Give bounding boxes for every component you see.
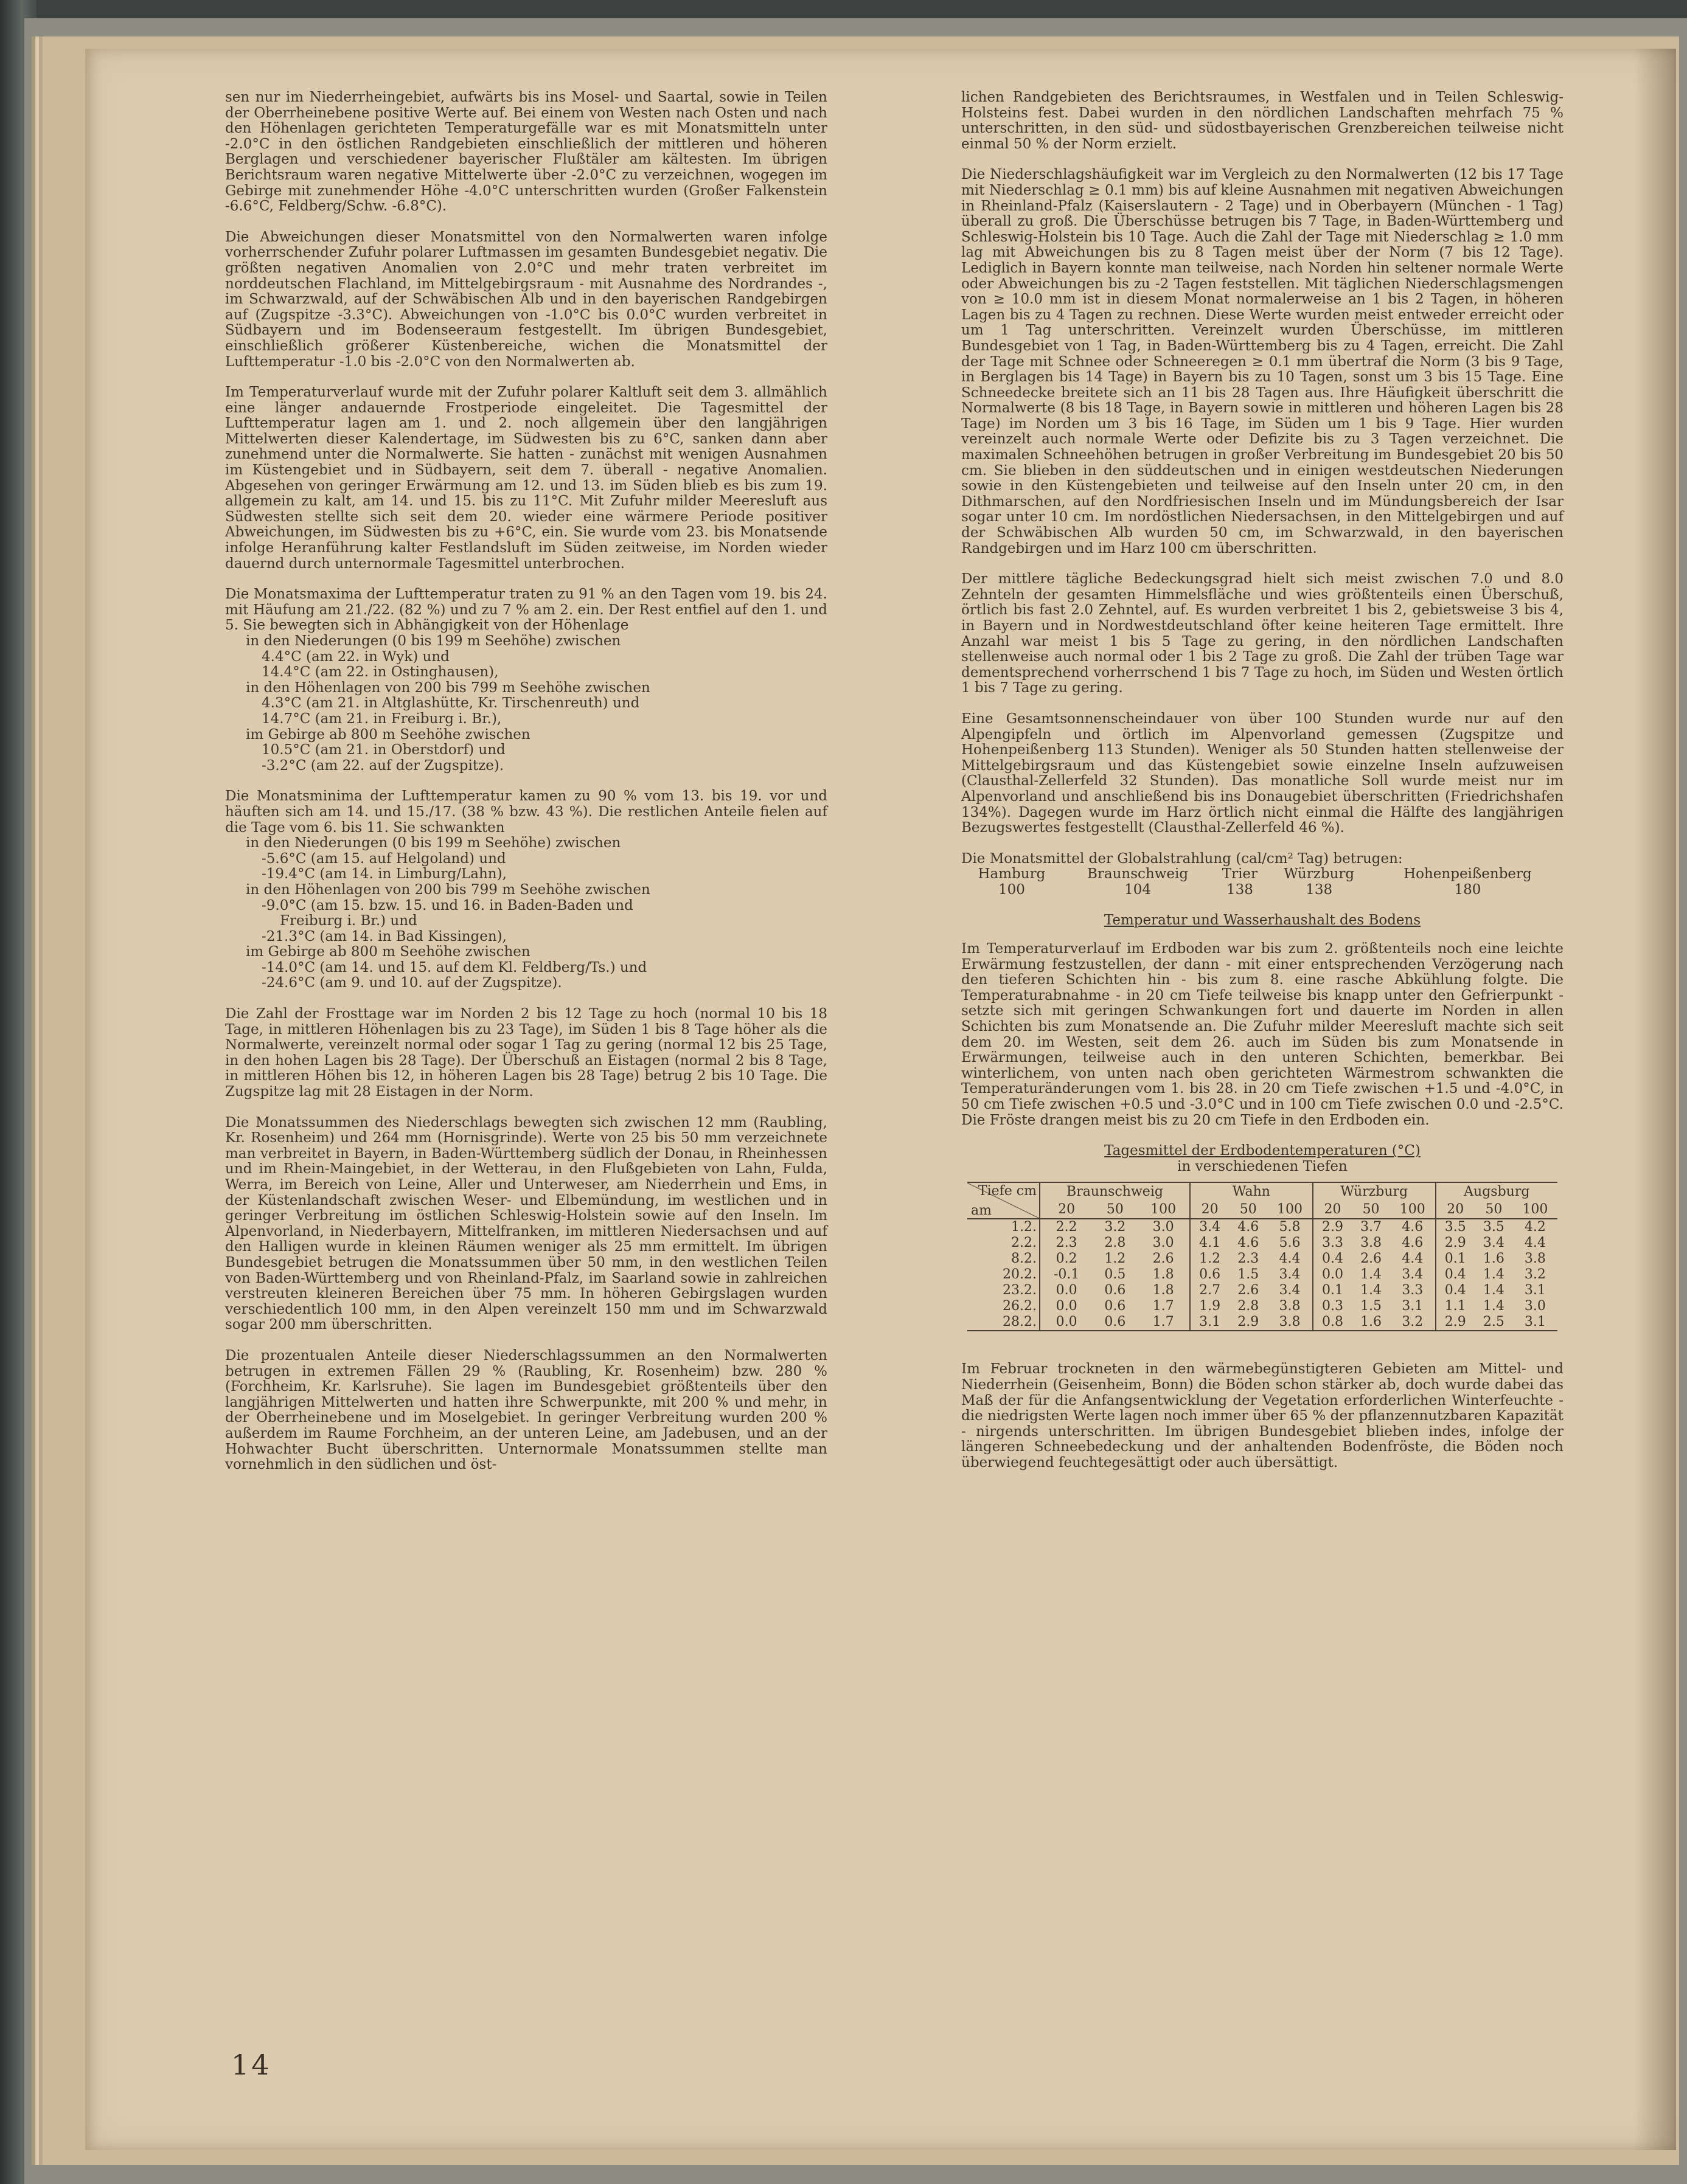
table-cell: 4.4 [1524,1235,1546,1251]
list-line: -21.3°C (am 14. in Bad Kissingen), [262,928,507,945]
table-cell: 5.8 [1279,1219,1301,1235]
table-cell: 2.2 [1040,1219,1093,1235]
table-cell: 0.6 [1104,1314,1126,1330]
list-line: in den Niederungen (0 bis 199 m Seehöhe) zwischen [246,633,621,649]
corner-label-date: am [971,1203,992,1219]
table-cell: 2.9 [1313,1219,1352,1235]
paragraph: Die Monatsmaxima der Lufttemperatur traten zu 91 % an den Tagen vom 19. bis 24. mit Häufung am 21./22. (82 %) und zu 7 % am 2. ein. Der Rest entfiel auf den 1. und 5. Sie bewegten sich in Abhängigkeit von der Höhenlage [225,586,827,634]
list-line: 4.4°C (am 22. in Wyk) und [262,648,450,665]
row-date: 2.2. [1011,1235,1037,1251]
table-cell: 0.1 [1436,1251,1475,1267]
row-date: 26.2. [1003,1298,1037,1314]
table-cell: 3.8 [1360,1235,1382,1251]
table-cell: 0.6 [1104,1283,1126,1298]
table-cell: 3.1 [1524,1314,1546,1330]
table-cell: 3.4 [1279,1283,1301,1298]
row-date: 8.2. [1011,1251,1037,1267]
soil-temperature-table [967,1182,1557,1331]
table-row [967,1298,1557,1314]
soil-caption-line-2: in verschiedenen Tiefen [1177,1158,1348,1174]
depth-header: 50 [1362,1201,1380,1217]
maxima-list [225,634,827,774]
table-cell: 4.2 [1524,1219,1546,1235]
list-line: im Gebirge ab 800 m Seehöhe zwischen [246,726,530,743]
depth-header: 100 [1150,1201,1177,1217]
list-line: in den Höhenlagen von 200 bis 799 m Seehöhe zwischen [246,679,650,696]
station-header: Augsburg [1436,1182,1557,1201]
soil-table-caption [961,1143,1564,1174]
paragraph: Die Monatsminima der Lufttemperatur kamen zu 90 % vom 13. bis 19. vor und häuften sich am 14. und 15./17. (38 % bzw. 43 %). Die restlichen Anteile fielen auf die Tage vom 6. bis 11. Sie schwankten [225,788,827,836]
table-cell: 0.0 [1040,1283,1093,1298]
table-cell: 0.5 [1104,1267,1126,1283]
list-line: 14.7°C (am 21. in Freiburg i. Br.), [262,710,502,727]
table-cell: 3.2 [1402,1314,1424,1330]
table-cell: 1.4 [1483,1298,1504,1314]
table-cell: 3.1 [1524,1283,1546,1298]
table-cell: 0.2 [1040,1251,1093,1267]
table-cell: 2.9 [1436,1235,1475,1251]
list-line: 10.5°C (am 21. in Oberstdorf) und [262,742,506,758]
table-cell: 3.0 [1524,1298,1546,1314]
station-header: Braunschweig [1040,1182,1190,1201]
table-cell: 1.6 [1360,1314,1382,1330]
table-cell: 3.5 [1436,1219,1475,1235]
table-cell: 3.8 [1279,1314,1301,1330]
table-cell: 2.6 [1152,1251,1174,1267]
table-cell: 3.4 [1190,1219,1229,1235]
right-text-column [961,90,1564,1486]
left-text-column [225,90,827,1488]
table-cell: 2.8 [1237,1298,1259,1314]
table-cell: 1.8 [1152,1267,1174,1283]
table-cell: 2.6 [1360,1251,1382,1267]
page-gutter-shadow [1633,49,1676,2150]
station-name: Braunschweig [1087,866,1189,882]
depth-header: 20 [1436,1201,1475,1219]
list-line: -24.6°C (am 9. und 10. auf der Zugspitze). [262,975,562,991]
depth-header: 100 [1276,1201,1303,1217]
table-cell: 0.0 [1313,1267,1352,1283]
radiation-intro: Die Monatsmittel der Globalstrahlung (cal/cm² Tag) betrugen: [961,850,1403,867]
corner-label-depth: Tiefe cm [978,1184,1037,1199]
table-cell: 1.4 [1360,1267,1382,1283]
table-cell: 0.4 [1313,1251,1352,1267]
table-cell: 1.4 [1360,1283,1382,1298]
paragraph: Die prozentualen Anteile dieser Niederschlagssummen an den Normalwerten betrugen in extremen Fällen 29 % (Raubling, Kr. Rosenheim) bzw. 280 % (Forchheim, Kr. Karlsruhe). Sie lagen im Bundesgebiet größtenteils über den langjährigen Mittelwerten und hatten ihre Schwerpunkte, mit 200 % und mehr, in der Oberrheinebene und im Moselgebiet. In geringer Verbreitung wurden 200 % außerdem im Raume Forchheim, an der unteren Leine, am Jadebusen, und an der Hohwachter Bucht überschritten. Unternormale Monatssummen stellte man vornehmlich in den südlichen und öst- [225,1347,827,1473]
radiation-value: 138 [1306,881,1333,898]
depth-header: 50 [1106,1201,1124,1217]
list-line: in den Niederungen (0 bis 199 m Seehöhe) zwischen [246,835,621,851]
depth-header-row [967,1201,1557,1219]
table-cell: 3.5 [1483,1219,1504,1235]
table-cell: 3.4 [1402,1267,1424,1283]
station-header: Wahn [1190,1182,1313,1201]
table-cell: 1.6 [1483,1251,1504,1267]
depth-header: 50 [1485,1201,1503,1217]
row-date: 28.2. [1003,1314,1037,1330]
soil-caption-line-1: Tagesmittel der Erdbodentemperaturen (°C) [1104,1143,1421,1159]
table-cell: 1.4 [1483,1283,1504,1298]
table-cell: 4.4 [1279,1251,1301,1267]
table-cell: 1.9 [1190,1298,1229,1314]
list-line: -19.4°C (am 14. in Limburg/Lahn), [262,866,507,882]
table-cell: 3.7 [1360,1219,1382,1235]
list-line: -9.0°C (am 15. bzw. 15. und 16. in Baden-Baden und [262,897,633,913]
list-line: -14.0°C (am 14. und 15. auf dem Kl. Feldberg/Ts.) und [262,959,647,976]
depth-header: 100 [1522,1201,1548,1217]
table-cell: 3.2 [1104,1219,1126,1235]
table-cell: 3.2 [1524,1267,1546,1283]
table-cell: 1.1 [1436,1298,1475,1314]
table-cell: 4.6 [1237,1219,1259,1235]
station-header: Würzburg [1313,1182,1436,1201]
table-cell: 2.9 [1237,1314,1259,1330]
depth-header: 20 [1313,1201,1352,1219]
table-cell: 0.4 [1436,1283,1475,1298]
table-row [967,1235,1557,1251]
table-cell: 0.0 [1040,1314,1093,1331]
table-row [967,1314,1557,1331]
table-row [967,1283,1557,1298]
paragraph: Die Abweichungen dieser Monatsmittel von den Normalwerten waren infolge vorherrschender Zufuhr polarer Luftmassen im gesamten Bundesgebiet negativ. Die größten negativen Anomalien von 2.0°C und mehr traten verbreitet im norddeutschen Flachland, im Mittelgebirgsraum - mit Ausnahme des Nordrandes -, im Schwarzwald, auf der Schwäbischen Alb und in den bayerischen Randgebirgen auf (Zugspitze -3.3°C). Abweichungen von -1.0°C bis 0.0°C wurden verbreitet in Südbayern und im Bodenseeraum festgestellt. Im übrigen Bundesgebiet, einschließlich größerer Küstenbereiche, wichen die Monatsmittel der Lufttemperatur -1.0 bis -2.0°C von den Normalwerten ab. [225,229,827,370]
table-cell: 1.7 [1152,1298,1174,1314]
paragraph: Die Zahl der Frosttage war im Norden 2 bis 12 Tage zu hoch (normal 10 bis 18 Tage, in mittleren Höhenlagen bis zu 23 Tage), im Süden 1 bis 8 Tage höher als die Normalwerte, vereinzelt normal oder sogar 1 Tag zu gering (normal 12 bis 25 Tage, in den hohen Lagen bis 28 Tage). Der Überschuß an Eistagen (normal 2 bis 8 Tage, in mittleren Höhen bis 12, in höheren Lagen bis 28 Tage) betrug 2 bis 10 Tage. Die Zugspitze lag mit 28 Eistagen in der Norm. [225,1006,827,1100]
table-cell: 2.7 [1190,1283,1229,1298]
table-cell: 2.5 [1483,1314,1504,1330]
table-cell: 1.7 [1152,1314,1174,1330]
table-cell: 3.4 [1279,1267,1301,1283]
table-cell: 3.3 [1402,1283,1424,1298]
radiation-value: 100 [998,881,1025,898]
table-cell: 0.1 [1313,1283,1352,1298]
table-cell: 0.3 [1313,1298,1352,1314]
table-cell: 5.6 [1279,1235,1301,1251]
list-line: 4.3°C (am 21. in Altglashütte, Kr. Tirschenreuth) und [262,695,640,712]
paragraph: Die Niederschlagshäufigkeit war im Vergleich zu den Normalwerten (12 bis 17 Tage mit Niederschlag ≥ 0.1 mm) bis auf kleine Ausnahmen mit negativen Abweichungen in Rheinland-Pfalz (Kaiserslautern - 2 Tage) und in Oberbayern (München - 1 Tag) überall zu groß. Die Überschüsse betrugen bis 7 Tage, in Baden-Württemberg und Schleswig-Holstein bis 10 Tage. Auch die Zahl der Tage mit Niederschlag ≥ 1.0 mm lag mit Abweichungen bis zu 8 Tagen meist über der Norm (7 bis 12 Tage). Lediglich in Bayern konnte man teilweise, nach Norden hin seltener normale Werte oder Abweichungen bis zu -2 Tagen feststellen. Mit täglichen Niederschlagsmengen von ≥ 10.0 mm ist in diesem Monat normalerweise an 1 bis 2 Tagen, in höheren Lagen bis zu 4 Tagen zu rechnen. Diese Werte wurden meist entweder erreicht oder um 1 Tag unterschritten. Vereinzelt wurden Überschüsse, im mittleren Bundesgebiet von 1 Tag, in Baden-Württemberg bis zu 4 Tagen, erreicht. Die Zahl der Tage mit Schnee oder Schneeregen ≥ 0.1 mm übertraf die Norm (3 bis 9 Tage, in Berglagen bis 14 Tage) in Bayern bis zu 10 Tagen, sonst um 3 bis 15 Tage. Eine Schneedecke breitete sich an 11 bis 28 Tagen aus. Ihre Häufigkeit überschritt die Normalwerte (8 bis 18 Tage, in Bayern sowie in mittleren und höheren Lagen bis 28 Tage) im Norden um 3 bis 16 Tage, im Süden um 1 bis 9 Tage. Hier wurden vereinzelt auch normale Werte oder Defizite bis zu 3 Tagen verzeichnet. Die maximalen Schneehöhen betrugen in großer Verbreitung im Bundesgebiet 20 bis 50 cm. Sie blieben in den süddeutschen und in einigen westdeutschen Niederungen sowie in den Küstengebieten und teilweise auf den Inseln unter 20 cm, in den Dithmarschen, auf den Nordfriesischen Inseln und im Mündungsbereich der Isar sogar unter 10 cm. Im nordöstlichen Niedersachsen, in den Mittelgebirgen und auf der Schwäbischen Alb wurden 50 cm, im Schwarzwald, in den bayerischen Randgebirgen und im Harz 100 cm überschritten. [961,167,1564,556]
depth-header: 100 [1399,1201,1425,1217]
table-cell: 0.4 [1436,1267,1475,1283]
table-row [967,1267,1557,1283]
table-cell: 1.5 [1237,1267,1259,1283]
table-cell: 3.3 [1313,1235,1352,1251]
table-cell: 3.1 [1190,1314,1229,1331]
radiation-table [961,867,1564,898]
table-cell: 2.9 [1436,1314,1475,1331]
paragraph: Der mittlere tägliche Bedeckungsgrad hielt sich meist zwischen 7.0 und 8.0 Zehnteln der gesamten Himmelsfläche und wies größtenteils einen Überschuß, örtlich bis fast 2.0 Zehntel, auf. Es wurden verbreitet 1 bis 2, gebietsweise 3 bis 4, in Bayern und in Nordwestdeutschland öfter keine heiteren Tage ermittelt. Ihre Anzahl war meist 1 bis 5 Tage zu gering, in den nördlichen Landschaften stellenweise auch normal oder 1 bis 2 Tage zu groß. Die Zahl der trüben Tage war dementsprechend vorherrschend 1 bis 7 Tage zu hoch, im Süden und Westen örtlich 1 bis 7 Tage zu gering. [961,571,1564,696]
radiation-value: 138 [1226,881,1253,898]
paragraph: Im Temperaturverlauf wurde mit der Zufuhr polarer Kaltluft seit dem 3. allmählich eine länger andauernde Frostperiode eingeleitet. Die Tagesmittel der Lufttemperatur lagen am 1. und 2. noch allgemein über den langjährigen Mittelwerten dieser Kalendertage, im Südwesten bis zu 6°C, sanken dann aber zunehmend unter die Normalwerte. Sie hatten - zunächst mit wenigen Ausnahmen im Küstengebiet und in Südbayern, seit dem 7. überall - negative Anomalien. Abgesehen von geringer Erwärmung am 12. und 13. im Süden blieb es bis zum 19. allgemein zu kalt, am 14. und 15. bis zu 11°C. Mit Zufuhr milder Meeresluft aus Südwesten stellte sich seit dem 20. wieder eine wärmere Periode positiver Abweichungen, im Südwesten bis zu +6°C, ein. Sie wurde vom 23. bis Monatsende infolge Heranführung kalter Festlandsluft im Süden zeitweise, im Norden wieder dauernd durch unternormale Tagesmittel unterbrochen. [225,384,827,572]
table-cell: 0.8 [1313,1314,1352,1331]
table-cell: 1.4 [1483,1267,1504,1283]
row-date: 20.2. [1003,1267,1037,1283]
depth-header: 50 [1239,1201,1257,1217]
table-cell: 4.6 [1402,1235,1424,1251]
row-date: 23.2. [1003,1283,1037,1298]
table-cell: 3.1 [1402,1298,1424,1314]
section-heading: Temperatur und Wasserhaushalt des Bodens [1104,912,1421,928]
station-name: Hamburg [978,866,1046,882]
paragraph: Die Monatssummen des Niederschlags bewegten sich zwischen 12 mm (Raubling, Kr. Rosenheim) und 264 mm (Hornisgrinde). Werte von 25 bis 50 mm verzeichnete man verbreitet in Bayern, in Baden-Württemberg südlich der Donau, in Rheinhessen und im Rhein-Maingebiet, in der Wetterau, in den Flußgebieten von Lahn, Fulda, Werra, im Bereich von Leine, Aller und Unterweser, am Niederrhein und Ems, in der Küstenlandschaft zwischen Weser- und Elbemündung, im westlichen und in geringer Verbreitung im östlichen Schleswig-Holstein sowie auf den Inseln. Im Alpenvorland, in Niederbayern, Mittelfranken, im mittleren Niedersachsen und auf den Halligen wurde in kleinen Räumen weniger als 25 mm ermittelt. Im übrigen Bundesgebiet betrugen die Monatssummen über 50 mm, in den westlichen Teilen von Baden-Württemberg und von Rheinland-Pfalz, im Saarland sowie in zahlreichen verstreuten kleineren Bereichen über 75 mm. In höheren Gebirgslagen wurden verschiedentlich 100 mm, in den Alpen vereinzelt 150 mm und im Schwarzwald sogar 200 mm überschritten. [225,1114,827,1333]
paragraph: Eine Gesamtsonnenscheindauer von über 100 Stunden wurde nur auf den Alpengipfeln und örtlich im Alpenvorland gemessen (Zugspitze und Hohenpeißenberg 113 Stunden). Weniger als 50 Stunden hatten stellenweise der Mittelgebirgsraum und das Küstengebiet sowie einzelne Inseln aufzuweisen (Clausthal-Zellerfeld 32 Stunden). Das monatliche Soll wurde meist nur im Alpenvorland und anschließend bis ins Donaugebiet überschritten (Friedrichshafen 134%). Dagegen wurde im Harz örtlich nicht einmal die Hälfte des langjährigen Bezugswertes festgestellt (Clausthal-Zellerfeld 46 %). [961,710,1564,836]
table-cell: 2.6 [1237,1283,1259,1298]
table-cell: 1.2 [1190,1251,1229,1267]
table-row [967,1219,1557,1235]
radiation-value: 104 [1124,881,1151,898]
station-name: Hohenpeißenberg [1404,866,1532,882]
table-cell: 0.6 [1104,1298,1126,1314]
depth-header: 20 [1040,1201,1093,1219]
table-cell: 3.0 [1152,1235,1174,1251]
table-cell: 4.6 [1402,1219,1424,1235]
row-date: 1.2. [1011,1219,1037,1235]
table-cell: 4.4 [1402,1251,1424,1267]
paragraph: lichen Randgebieten des Berichtsraumes, in Westfalen und in Teilen Schleswig-Holsteins fest. Dabei wurden in den nördlichen Landschaften mehrfach 75 % unterschritten, in den süd- und südostbayerischen Grenzbereichen teilweise nicht einmal 50 % der Norm erzielt. [961,89,1564,152]
list-line: -5.6°C (am 15. auf Helgoland) und [262,850,506,867]
list-line: im Gebirge ab 800 m Seehöhe zwischen [246,944,530,960]
station-name: Würzburg [1284,866,1355,882]
table-cell: 3.4 [1483,1235,1504,1251]
table-cell: 1.8 [1152,1283,1174,1298]
radiation-stations-row [961,867,1564,882]
table-cell: 3.8 [1279,1298,1301,1314]
table-cell: 2.3 [1237,1251,1259,1267]
table-cell: 3.0 [1152,1219,1174,1235]
table-cell: -0.1 [1040,1267,1093,1283]
station-name: Trier [1222,866,1258,882]
page-number: 14 [231,2048,272,2081]
table-row [967,1251,1557,1267]
paragraph: Im Februar trockneten in den wärmebegünstigteren Gebieten am Mittel- und Niederrhein (Geisenheim, Bonn) die Böden schon stärker ab, doch wurde dabei das Maß der für die Anfangsentwicklung der Vegetation erforderlichen Winterfeuchte - die niedrigsten Werte lagen noch immer über 65 % der pflanzennutzbaren Kapazität - nirgends unterschritten. Im übrigen Bundesgebiet blieben indes, infolge der längeren Schneebedeckung und der anhaltenden Bodenfröste, die Böden noch überwiegend feuchtegesättigt oder auch übersättigt. [961,1361,1564,1471]
table-cell: 4.6 [1237,1235,1259,1251]
table-cell: 1.5 [1360,1298,1382,1314]
table-cell: 4.1 [1190,1235,1229,1251]
table-cell: 0.0 [1040,1298,1093,1314]
list-line: Freiburg i. Br.) und [280,913,417,929]
table-cell: 1.2 [1104,1251,1126,1267]
depth-header: 20 [1190,1201,1229,1219]
table-cell: 0.6 [1190,1267,1229,1283]
paragraph: Im Temperaturverlauf im Erdboden war bis zum 2. größtenteils noch eine leichte Erwärmung festzustellen, der dann - mit einer entsprechenden Verzögerung nach den tieferen Schichten hin - bis zum 8. eine rasche Abkühlung folgte. Die Temperaturabnahme - in 20 cm Tiefe teilweise bis knapp unter den Gefrierpunkt - setzte sich mit geringen Schwankungen fort und dauerte im Norden in allen Schichten bis zum Monatsende an. Die Zufuhr milder Meeresluft machte sich seit dem 20. im Westen, seit dem 26. auch im Süden bis zum Monatsende in Erwärmungen, teilweise auch in den unteren Schichten, bemerkbar. Bei winterlichem, von unten nach oben gerichteten Wärmestrom schwankten die Temperaturänderungen vom 1. bis 28. in 20 cm Tiefe zwischen +1.5 und -4.0°C, in 50 cm Tiefe zwischen +0.5 und -3.0°C und in 100 cm Tiefe zwischen 0.0 und -2.5°C. Die Fröste drangen meist bis zu 20 cm Tiefe in den Erdboden ein. [961,941,1564,1128]
minima-list [225,836,827,991]
table-cell: 2.8 [1104,1235,1126,1251]
paragraph: sen nur im Niederrheingebiet, aufwärts bis ins Mosel- und Saartal, sowie in Teilen der Oberrheinebene positive Werte auf. Bei einem von Westen nach Osten und nach den Höhenlagen gerichteten Temperaturgefälle war es mit Monatsmitteln unter -2.0°C in den östlichen Randgebieten einschließlich der mittleren und höheren Berglagen und verschiedener bayerischer Flußtäler am kältesten. Im übrigen Berichtsraum waren negative Mittelwerte über -2.0°C zu verzeichnen, wogegen im Gebirge mit zunehmender Höhe -4.0°C unterschritten wurden (Großer Falkenstein -6.6°C, Feldberg/Schw. -6.8°C). [225,89,827,215]
table-cell: 2.3 [1040,1235,1093,1251]
radiation-value: 180 [1454,881,1481,898]
table-cell: 3.8 [1524,1251,1546,1267]
list-line: -3.2°C (am 22. auf der Zugspitze). [262,757,504,774]
list-line: in den Höhenlagen von 200 bis 799 m Seehöhe zwischen [246,881,650,898]
list-line: 14.4°C (am 22. in Ostinghausen), [262,664,499,681]
table-corner-cell [967,1182,1040,1219]
radiation-values-row [961,882,1564,898]
